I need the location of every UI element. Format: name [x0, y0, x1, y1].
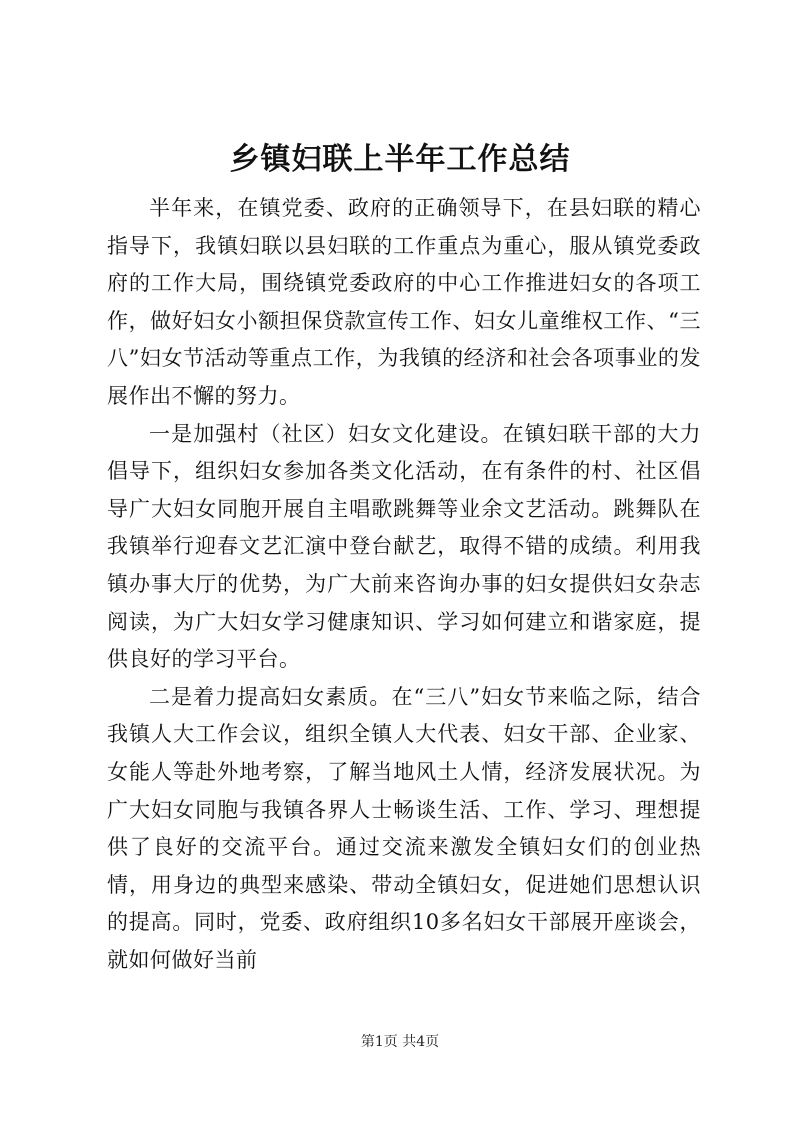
paragraph-culture: 一是加强村（社区）妇女文化建设。在镇妇联干部的大力倡导下，组织妇女参加各类文化活动，在有条件的村、社区倡导广大妇女同胞开展自主唱歌跳舞等业余文艺活动。跳舞队在我镇举行迎春文艺汇演中登台献艺，取得不错的成绩。利用我镇办事大厅的优势，为广大前来咨询办事的妇女提供妇女杂志阅读，为广大妇女学习健康知识、学习如何建立和谐家庭，提供良好的学习平台。 — [107, 421, 701, 672]
paragraph-quality: 二是着力提高妇女素质。在“三八”妇女节来临之际，结合我镇人大工作会议，组织全镇人大代表、妇女干部、企业家、女能人等赴外地考察，了解当地风土人情，经济发展状况。为广大妇女同胞与我镇各界人士畅谈生活、工作、学习、理想提供了良好的交流平台。通过交流来激发全镇妇女们的创业热情，用身边的典型来感染、带动全镇妇女，促进她们思想认识的提高。同时，党委、政府组织10多名妇女干部展开座谈会，就如何做好当前 — [107, 684, 701, 972]
document-body — [107, 190, 701, 979]
paragraph-intro: 半年来，在镇党委、政府的正确领导下，在县妇联的精心指导下，我镇妇联以县妇联的工作重点为重心，服从镇党委政府的工作大局，围绕镇党委政府的中心工作推进妇女的各项工作，做好妇女小额担保贷款宣传工作、妇女儿童维权工作、“三八”妇女节活动等重点工作，为我镇的经济和社会各项事业的发展作出不懈的努力。 — [107, 196, 701, 408]
page-footer: 第1页 共4页 — [360, 1034, 440, 1050]
document-title: 乡镇妇联上半年工作总结 — [229, 142, 571, 177]
